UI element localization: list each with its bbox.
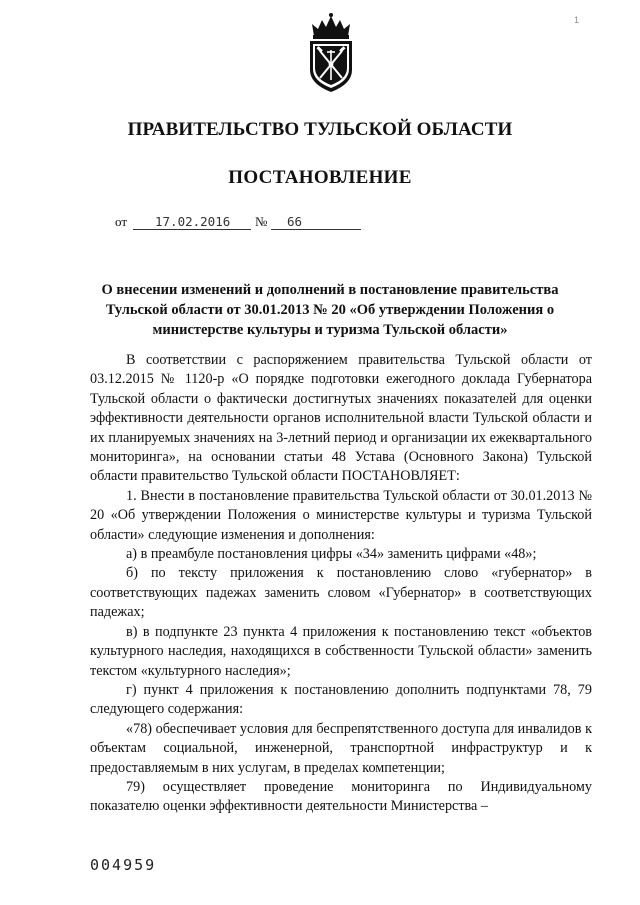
document-subject: О внесении изменений и дополнений в постановление правительства Тульской области от 30.01.2013 № 20 «Об утверждении Положения о министерстве культуры и туризма Тульской области» [101,282,559,338]
document-meta-line [115,214,375,234]
document-type-title: ПОСТАНОВЛЕНИЕ [228,167,412,188]
document-body [90,351,592,817]
subitem-79-paragraph: 79) осуществляет проведение мониторинга по Индивидуальному показателю оценки эффективности деятельности Министерства – [90,778,592,815]
item-v-paragraph: в) в подпункте 23 пункта 4 приложения к постановлению текст «объектов культурного наследия, находящихся в собственности Тульской области» заменить текстом «культурного наследия»; [90,623,592,679]
document-number: 66 [287,214,303,229]
number-prefix: № [255,214,268,229]
document-date: 17.02.2016 [155,214,231,229]
item-g-paragraph: г) пункт 4 приложения к постановлению дополнить подпунктами 78, 79 следующего содержания: [90,681,592,718]
item-a-paragraph: а) в преамбуле постановления цифры «34» заменить цифрами «48»; [126,546,537,563]
subitem-78-paragraph: «78) обеспечивает условия для беспрепятственного доступа для инвалидов к объектам социальной, инженерной, транспортной инфраструктур и к предоставляемым в них услугам, в пределах компетенции; [90,720,592,776]
date-prefix: от [115,214,128,229]
coat-of-arms-emblem [304,12,358,94]
item-b-paragraph: б) по тексту приложения к постановлению слово «губернатор» в соответствующих падежах заменить словом «Губернатор» в соответствующих падежах; [90,565,592,621]
form-serial-number: 004959 [90,856,157,874]
government-title: ПРАВИТЕЛЬСТВО ТУЛЬСКОЙ ОБЛАСТИ [127,119,513,140]
number-underline [271,229,361,230]
item-1-paragraph: 1. Внести в постановление правительства Тульской области от 30.01.2013 № 20 «Об утверждении Положения о министерстве культуры и туризма Тульской области» следующие изменения и дополнения: [90,487,592,543]
date-underline [133,229,251,230]
page-corner-mark: 1 [574,15,580,25]
preamble-paragraph: В соответствии с распоряжением правительства Тульской области от 03.12.2015 № 1120-р «О порядке подготовки ежегодного доклада Губернатора Тульской области о фактически достигнутых значениях показателей для оценки эффективности деятельности органов исполнительной власти Тульской области и их планируемых значениях на 3-летний период и организации их ежеквартального мониторинга», на основании статьи 48 Устава (Основного Закона) Тульской области правительство Тульской области ПОСТАНОВЛЯЕТ: [90,352,592,485]
